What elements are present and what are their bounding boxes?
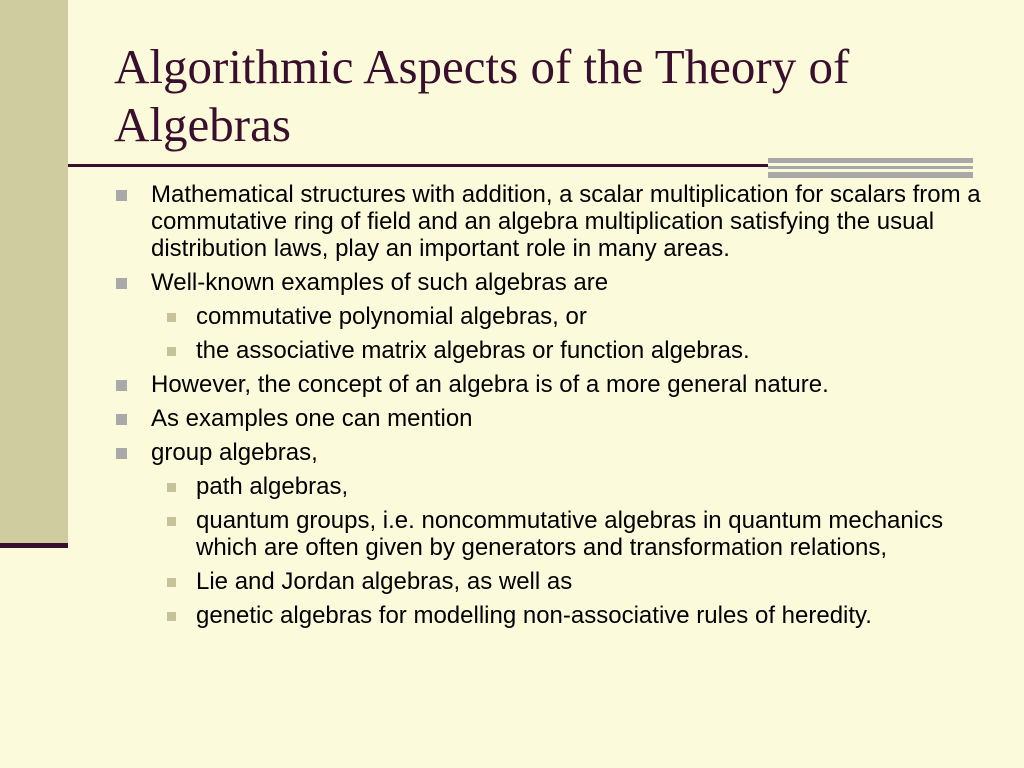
bullet-item	[114, 405, 984, 432]
sub-bullet-text: commutative polynomial algebras, or	[196, 303, 587, 330]
divider-accent-bar	[768, 158, 973, 163]
bullet-item	[114, 371, 984, 398]
slide-title: Algorithmic Aspects of the Theory of Algebras	[114, 39, 850, 152]
bullet-text: group algebras,	[151, 439, 318, 466]
bullet-text: Mathematical structures with addition, a scalar multiplication for scalars from a commutative ring of field and an algebra multiplication satisfying the usual distribution laws, play an important role in many areas.	[151, 181, 981, 262]
title-divider	[68, 164, 768, 167]
bullet-text: However, the concept of an algebra is of a more general nature.	[151, 371, 829, 398]
sub-bullet-text: genetic algebras for modelling non-associative rules of heredity.	[196, 602, 872, 629]
square-sub-bullet-icon	[167, 483, 176, 492]
sub-bullet-item	[114, 568, 984, 595]
square-bullet-icon	[116, 414, 127, 425]
square-sub-bullet-icon	[167, 517, 176, 526]
square-bullet-icon	[116, 190, 127, 201]
sub-bullet-item	[114, 473, 984, 500]
bullet-item	[114, 181, 984, 262]
square-sub-bullet-icon	[167, 578, 176, 587]
square-bullet-icon	[116, 278, 127, 289]
divider-accent-bar	[768, 172, 973, 178]
sub-bullet-text: Lie and Jordan algebras, as well as	[196, 568, 573, 595]
sub-bullet-item	[114, 507, 984, 561]
square-sub-bullet-icon	[167, 347, 176, 356]
bullet-item	[114, 439, 984, 466]
square-sub-bullet-icon	[167, 612, 176, 621]
left-decor-bar	[0, 0, 68, 543]
square-sub-bullet-icon	[167, 313, 176, 322]
sub-bullet-item	[114, 602, 984, 629]
bullet-text: Well-known examples of such algebras are	[151, 269, 609, 296]
bullet-item	[114, 269, 984, 296]
bullet-list	[114, 181, 984, 636]
divider-accent-bar	[768, 166, 973, 169]
sub-bullet-item	[114, 337, 984, 364]
sub-bullet-text: the associative matrix algebras or function algebras.	[196, 337, 750, 364]
sub-bullet-text: path algebras,	[196, 473, 349, 500]
sub-bullet-text: quantum groups, i.e. noncommutative algebras in quantum mechanics which are often given by generators and transformation relations,	[196, 507, 944, 561]
sub-bullet-item	[114, 303, 984, 330]
square-bullet-icon	[116, 380, 127, 391]
square-bullet-icon	[116, 448, 127, 459]
left-decor-line	[0, 543, 68, 548]
bullet-text: As examples one can mention	[151, 405, 473, 432]
